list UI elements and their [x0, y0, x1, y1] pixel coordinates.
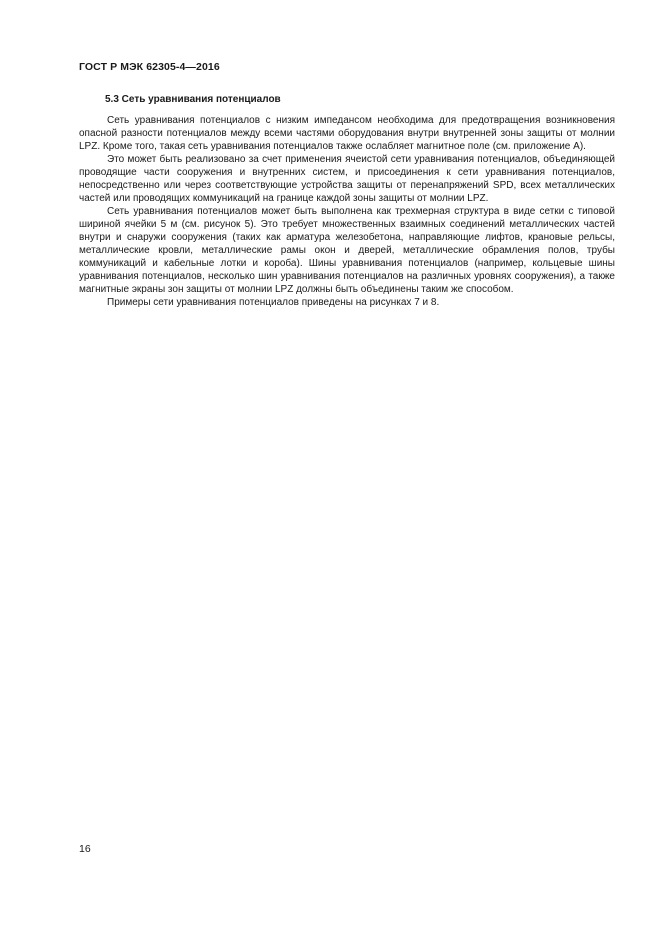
paragraph: Это может быть реализовано за счет применения ячеистой сети уравнивания потенциалов, объединяющей проводящие части сооружения и внутренних систем, и присоединения к сети уравнивания потенциалов, непосредственно или через соответствующие устройства защиты от перенапряжений SPD, всех металлических частей или проводящих коммуникаций на границе каждой зоны защиты от молнии LPZ.	[79, 154, 615, 204]
document-header: ГОСТ Р МЭК 62305-4—2016	[79, 61, 220, 73]
paragraph: Сеть уравнивания потенциалов с низким импедансом необходима для предотвращения возникновения опасной разности потенциалов между всеми частями оборудования внутри внутренней зоны защиты от молнии LPZ. Кроме того, такая сеть уравнивания потенциалов также ослабляет магнитное поле (см. приложение А).	[79, 115, 615, 152]
paragraph: Примеры сети уравнивания потенциалов приведены на рисунках 7 и 8.	[107, 297, 440, 308]
section-body	[79, 93, 615, 309]
page-number: 16	[79, 843, 91, 855]
section-heading: 5.3 Сеть уравнивания потенциалов	[105, 94, 281, 105]
paragraph: Сеть уравнивания потенциалов может быть выполнена как трехмерная структура в виде сетки с типовой шириной ячейки 5 м (см. рисунок 5). Это требует множественных взаимных соединений металлических частей внутри и снаружи сооружения (таких как арматура железобетона, направляющие лифтов, крановые рельсы, металлические кровли, металлические рамы окон и дверей, металлические обрамления полов, трубы коммуникаций и кабельные лотки и короба). Шины уравнивания потенциалов (например, кольцевые шины уравнивания потенциалов, несколько шин уравнивания потенциалов на различных уровнях сооружения), а также магнитные экраны зон защиты от молнии LPZ должны быть объединены таким же способом.	[79, 206, 615, 295]
